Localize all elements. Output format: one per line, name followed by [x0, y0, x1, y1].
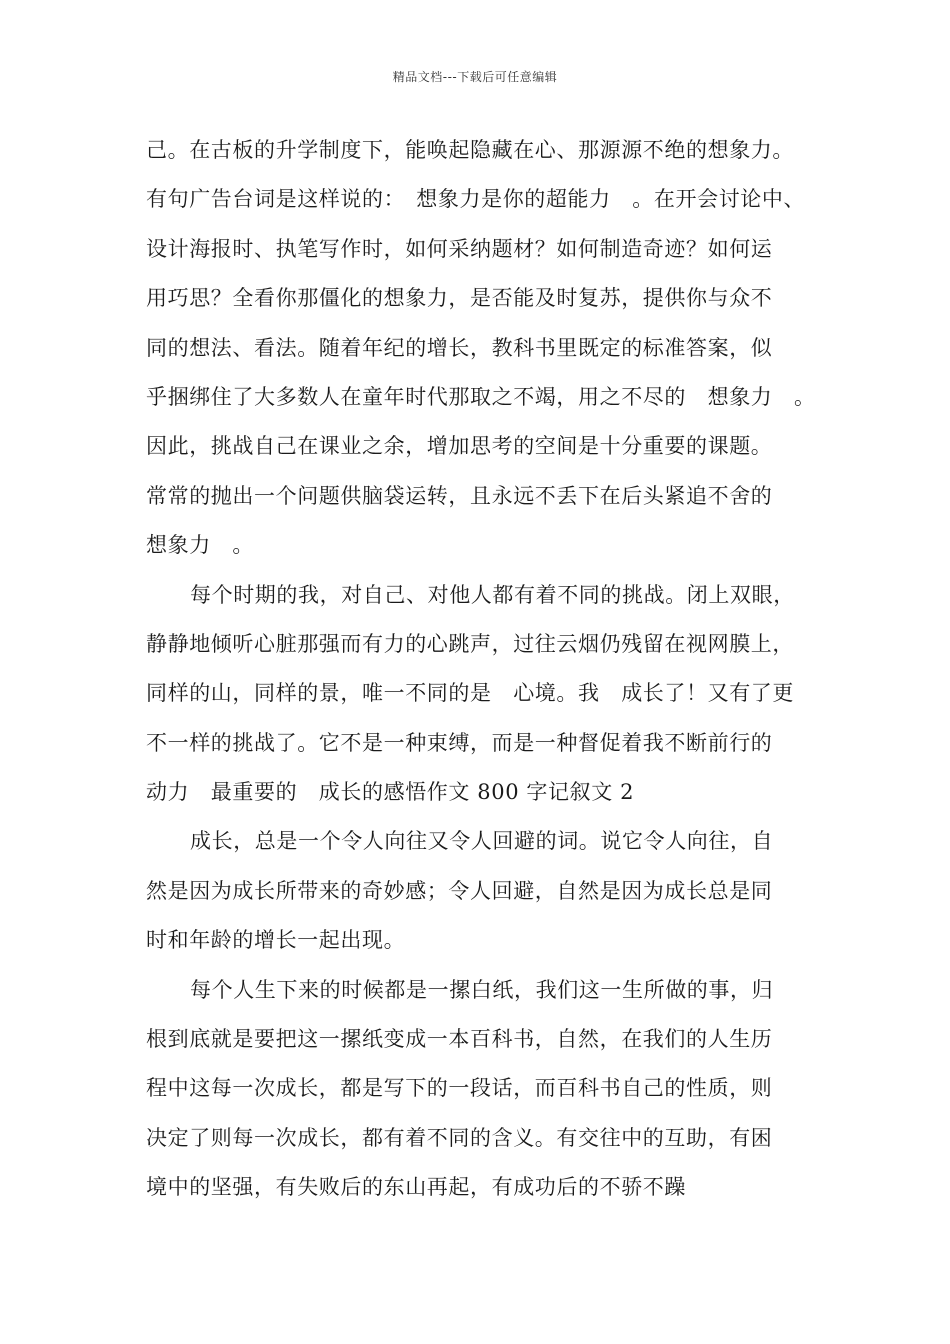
text-line: 因此，挑战自己在课业之余，增加思考的空间是十分重要的课题。: [146, 434, 773, 459]
text-line: 用巧思？全看你那僵化的想象力，是否能及时复苏，提供你与众不: [146, 286, 773, 311]
text-line: 想象力 。: [146, 533, 254, 558]
paragraph-start-line: 每个人生下来的时候都是一摞白纸，我们这一生所做的事，归: [190, 977, 774, 1002]
text-line: 静静地倾听心脏那强而有力的心跳声，过往云烟仍残留在视网膜上，: [146, 631, 794, 656]
text-line: 境中的坚强，有失败后的东山再起，有成功后的不骄不躁: [146, 1175, 686, 1200]
text-line: 有句广告台词是这样说的： 想象力是你的超能力 。在开会讨论中、: [146, 187, 806, 212]
text-line: 决定了则每一次成长，都有着不同的含义。有交往中的互助，有困: [146, 1125, 773, 1150]
text-line: 程中这每一次成长，都是写下的一段话，而百科书自己的性质，则: [146, 1076, 773, 1101]
text-line: 时和年龄的增长一起出现。: [146, 928, 406, 953]
text-line: 同样的山，同样的景，唯一不同的是 心境。我 成长了！又有了更: [146, 681, 794, 706]
text-line: 动力 最重要的 成长的感悟作文 800 字记叙文 2: [146, 780, 635, 805]
text-line: 乎捆绑住了大多数人在童年时代那取之不竭，用之不尽的 想象力 。: [146, 384, 816, 409]
text-line: 设计海报时、执笔写作时，如何采纳题材？如何制造奇迹？如何运: [146, 236, 773, 261]
page-header: 精品文档---下载后可任意编辑: [392, 70, 558, 84]
text-line: 然是因为成长所带来的奇妙感；令人回避，自然是因为成长总是同: [146, 878, 773, 903]
document-body: [146, 126, 818, 1213]
paragraph-start-line: 每个时期的我，对自己、对他人都有着不同的挑战。闭上双眼，: [190, 582, 795, 607]
text-line: 常常的抛出一个问题供脑袋运转，且永远不丢下在后头紧追不舍的: [146, 483, 773, 508]
text-line: 根到底就是要把这一摞纸变成一本百科书，自然，在我们的人生历: [146, 1027, 773, 1052]
text-line: 同的想法、看法。随着年纪的增长，教科书里既定的标准答案，似: [146, 335, 773, 360]
text-line: 己。在古板的升学制度下，能唤起隐藏在心、那源源不绝的想象力。: [146, 138, 794, 162]
text-line: 不一样的挑战了。它不是一种束缚，而是一种督促着我不断前行的: [146, 730, 773, 755]
paragraph-start-line: 成长，总是一个令人向往又令人回避的词。说它令人向往，自: [190, 829, 774, 854]
